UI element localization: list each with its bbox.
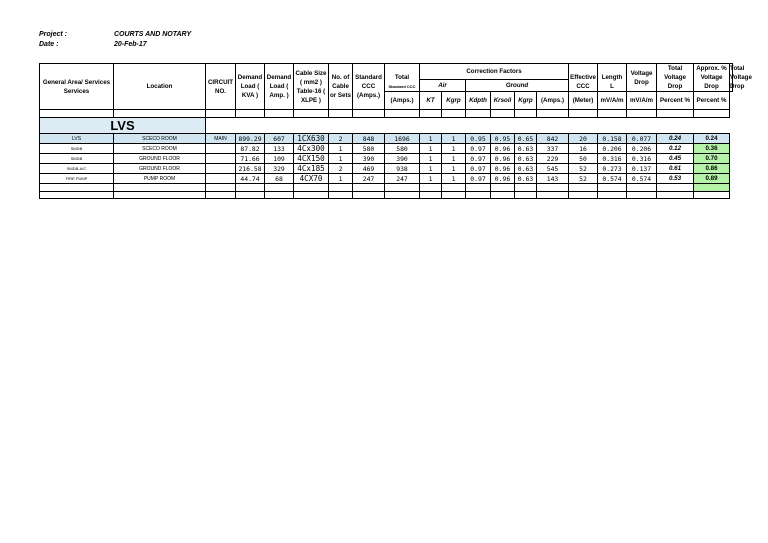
cell-kva: 87.82 <box>236 144 265 154</box>
table-row <box>40 134 733 144</box>
cell-total-vd: 0.36 <box>694 144 730 154</box>
col-effective-amps: (Amps.) <box>537 92 569 110</box>
col-demand-amp: Demand Load ( Amp. ) <box>265 64 294 110</box>
cell-kdpth: 0.95 <box>466 134 491 144</box>
col-correction-factors: Correction Factors <box>420 64 569 80</box>
col-kt: KT <box>420 92 442 110</box>
cell-cable: 4Cx185 <box>294 164 329 174</box>
cell-length: 50 <box>569 154 598 164</box>
cell-effective: 337 <box>537 144 569 154</box>
cell-cable: 1CX630 <box>294 134 329 144</box>
col-total <box>385 64 420 92</box>
spacer-row <box>40 110 733 118</box>
cell-effective: 143 <box>537 174 569 184</box>
cell-general: FIRE PUMP <box>40 174 114 184</box>
cell-circuit <box>206 154 236 164</box>
project-field <box>39 31 192 38</box>
cell-total-vdrop: 0.077 <box>627 134 657 144</box>
cell-vdrop: 0.273 <box>598 164 627 174</box>
col-general: General Area/ Services Services <box>40 64 114 110</box>
project-value: COURTS AND NOTARY <box>114 31 192 38</box>
col-cable-size: Cable Size ( mm2 ) Table-16 ( XLPE ) <box>294 64 329 110</box>
col-standard-ccc: Standard CCC (Amps.) <box>353 64 385 110</box>
cell-length: 52 <box>569 164 598 174</box>
date-value: 20-Feb-17 <box>114 41 147 48</box>
cell-location: GROUND FLOOR <box>114 154 206 164</box>
cell-total: 247 <box>385 174 420 184</box>
cell-circuit <box>206 144 236 154</box>
cell-location: SCECO ROOM <box>114 144 206 154</box>
col-kgrp-air: Kgrp <box>442 92 466 110</box>
col-total-voltage-drop: Total Voltage Drop <box>657 64 694 92</box>
col-ksoil: Krsoil <box>491 92 515 110</box>
cell-total-vd: 0.24 <box>694 134 730 144</box>
cell-vdrop: 0.574 <box>598 174 627 184</box>
header-row-1 <box>40 64 733 80</box>
cell-kgrp-ground: 0.63 <box>515 154 537 164</box>
col-no-cable: No. of Cable or Sets <box>329 64 353 110</box>
cell-vdrop: 0.158 <box>598 134 627 144</box>
cell-sets: 2 <box>329 164 353 174</box>
cell-std: 247 <box>353 174 385 184</box>
col-total-amps: (Amps.) <box>385 92 420 110</box>
table-row <box>40 174 733 184</box>
empty-row <box>40 184 733 192</box>
cell-kgrp-ground: 0.63 <box>515 144 537 154</box>
cell-circuit: MAIN <box>206 134 236 144</box>
cell-std: 848 <box>353 134 385 144</box>
cell-kt: 1 <box>420 134 442 144</box>
cell-effective: 842 <box>537 134 569 144</box>
cell-sets: 2 <box>329 134 353 144</box>
cell-approx: 0.24 <box>657 134 694 144</box>
empty-row <box>40 192 733 199</box>
cell-ksoil: 0.96 <box>491 144 515 154</box>
col-air: Air <box>420 80 466 92</box>
cell-total-vdrop: 0.137 <box>627 164 657 174</box>
cell-kdpth: 0.97 <box>466 144 491 154</box>
cell-kdpth: 0.97 <box>466 164 491 174</box>
voltage-drop-table <box>39 63 752 199</box>
cell-kt: 1 <box>420 174 442 184</box>
col-location: Location <box>114 64 206 110</box>
cell-kgrp-air: 1 <box>442 154 466 164</box>
cell-std: 469 <box>353 164 385 174</box>
cell-sets: 1 <box>329 144 353 154</box>
cell-kva: 899.29 <box>236 134 265 144</box>
col-total-vd-unit: Percent % <box>694 92 730 110</box>
cell-kt: 1 <box>420 154 442 164</box>
cell-amp: 329 <box>265 164 294 174</box>
col-effective <box>569 64 598 92</box>
cell-kva: 44.74 <box>236 174 265 184</box>
cell-ksoil: 0.96 <box>491 154 515 164</box>
col-kgrp-ground: Kgrp <box>515 92 537 110</box>
cell-kdpth: 0.97 <box>466 174 491 184</box>
cell-approx: 0.53 <box>657 174 694 184</box>
table-row <box>40 164 733 174</box>
cell-approx: 0.61 <box>657 164 694 174</box>
cell-location: SCECO ROOM <box>114 134 206 144</box>
col-total-label: Total <box>394 74 410 81</box>
cell-sets: 1 <box>329 154 353 164</box>
cell-cable: 4Cx300 <box>294 144 329 154</box>
cell-amp: 607 <box>265 134 294 144</box>
cell-amp: 133 <box>265 144 294 154</box>
section-title: LVS <box>40 118 206 134</box>
cell-amp: 109 <box>265 154 294 164</box>
cell-ksoil: 0.95 <box>491 134 515 144</box>
cell-location: PUMP ROOM <box>114 174 206 184</box>
cell-kgrp-air: 1 <box>442 174 466 184</box>
cell-location: GROUND FLOOR <box>114 164 206 174</box>
cell-kgrp-ground: 0.63 <box>515 174 537 184</box>
cell-kt: 1 <box>420 144 442 154</box>
section-row <box>40 118 733 134</box>
cell-general: SMDB <box>40 144 114 154</box>
cell-effective: 229 <box>537 154 569 164</box>
cell-kgrp-air: 1 <box>442 164 466 174</box>
cell-total-vdrop: 0.316 <box>627 154 657 164</box>
col-effective-ccc: CCC <box>576 83 590 90</box>
cell-general: SMDB-A/C <box>40 164 114 174</box>
cell-length: 52 <box>569 174 598 184</box>
cell-kgrp-ground: 0.65 <box>515 134 537 144</box>
cell-total: 390 <box>385 154 420 164</box>
col-effective-label: Effective <box>570 74 596 81</box>
col-total-voltage-drop-unit: mV/A/m <box>627 92 657 110</box>
col-kdpth: Kdpth <box>466 92 491 110</box>
cell-total: 938 <box>385 164 420 174</box>
cell-kgrp-ground: 0.63 <box>515 164 537 174</box>
cell-total: 580 <box>385 144 420 154</box>
cell-kdpth: 0.97 <box>466 154 491 164</box>
cell-total: 1696 <box>385 134 420 144</box>
cell-effective: 545 <box>537 164 569 174</box>
cell-kva: 216.58 <box>236 164 265 174</box>
cell-total-vd: 0.89 <box>694 174 730 184</box>
cell-std: 390 <box>353 154 385 164</box>
cell-kva: 71.66 <box>236 154 265 164</box>
cell-total-vdrop: 0.574 <box>627 174 657 184</box>
cell-ksoil: 0.96 <box>491 164 515 174</box>
col-voltage-drop: Voltage Drop <box>627 64 657 92</box>
date-label: Date : <box>39 41 59 48</box>
cell-vdrop: 0.206 <box>598 144 627 154</box>
col-voltage-drop-unit: mV/A/m <box>598 92 627 110</box>
table-row <box>40 144 733 154</box>
cell-amp: 68 <box>265 174 294 184</box>
cell-total-vd: 0.86 <box>694 164 730 174</box>
col-demand-kva: Demand Load ( KVA ) <box>236 64 265 110</box>
col-circuit: CIRCUIT NO. <box>206 64 236 110</box>
cell-kt: 1 <box>420 164 442 174</box>
col-approx-voltage-drop: Approx. % Voltage Drop <box>694 64 730 92</box>
cell-length: 16 <box>569 144 598 154</box>
col-length-label: Length <box>601 74 623 81</box>
cell-kgrp-air: 1 <box>442 134 466 144</box>
col-total-vd: Total Voltage Drop <box>730 65 752 90</box>
col-total-sub: Standard CCC <box>388 84 416 89</box>
cell-sets: 1 <box>329 174 353 184</box>
date-field <box>39 41 147 48</box>
cell-cable: 4CX70 <box>294 174 329 184</box>
cell-kgrp-air: 1 <box>442 144 466 154</box>
cell-vdrop: 0.316 <box>598 154 627 164</box>
cell-total-vd: 0.70 <box>694 154 730 164</box>
cell-general: SMDB <box>40 154 114 164</box>
cell-approx: 0.12 <box>657 144 694 154</box>
col-length-unit: (Meter) <box>569 92 598 110</box>
cell-length: 20 <box>569 134 598 144</box>
cell-circuit <box>206 174 236 184</box>
col-length <box>598 64 627 92</box>
cell-circuit <box>206 164 236 174</box>
col-ground: Ground <box>466 80 569 92</box>
cell-approx: 0.45 <box>657 154 694 164</box>
cell-cable: 4CX150 <box>294 154 329 164</box>
project-label: Project : <box>39 31 68 38</box>
col-length-l: L <box>610 83 614 90</box>
cell-total-vdrop: 0.206 <box>627 144 657 154</box>
col-approx-unit: Percent % <box>657 92 694 110</box>
cell-ksoil: 0.96 <box>491 174 515 184</box>
cell-general: LVS <box>40 134 114 144</box>
cell-std: 580 <box>353 144 385 154</box>
table-row <box>40 154 733 164</box>
